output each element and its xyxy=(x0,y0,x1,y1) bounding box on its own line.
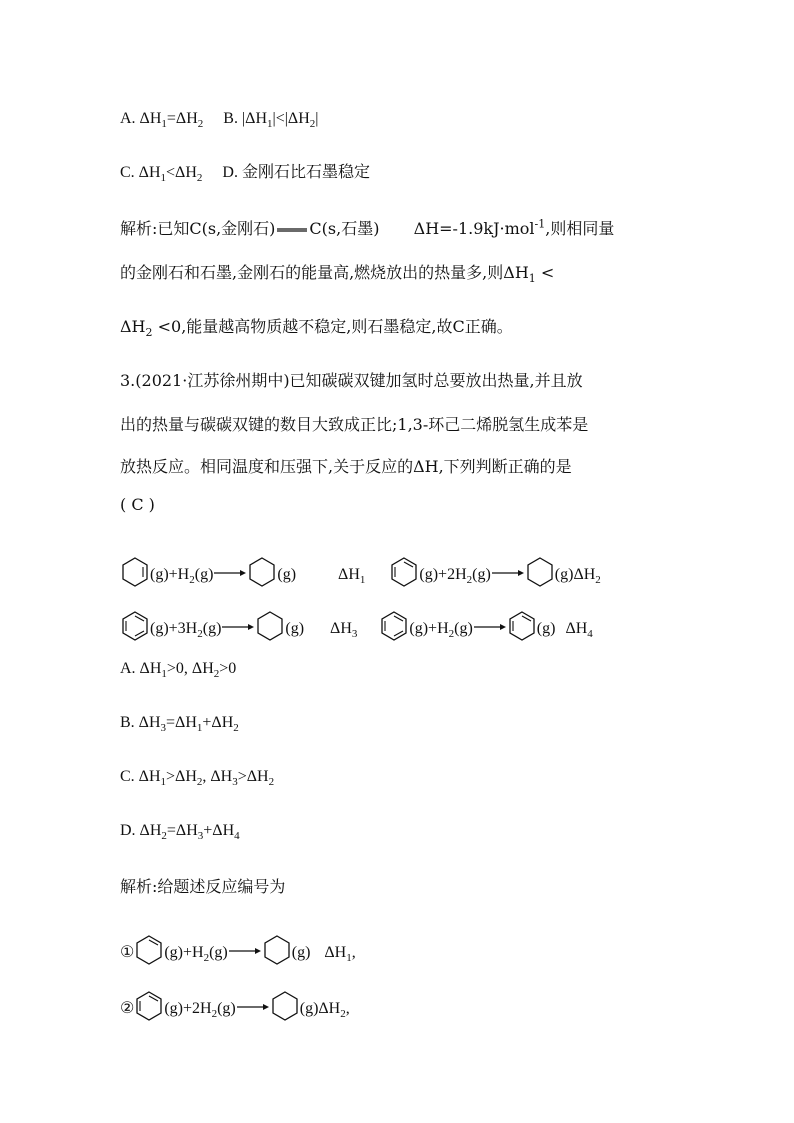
equals-arrow-icon xyxy=(275,223,309,233)
reaction-arrow-icon xyxy=(491,568,525,578)
cyclohexane-icon xyxy=(270,990,300,1022)
numbered-reaction-2: ② $(g)+2H_2(g)$ $(g)\Delta H_2$, xyxy=(120,990,350,1022)
cyclohexene-icon xyxy=(120,556,150,588)
reaction-arrow-icon xyxy=(228,946,262,956)
analysis-line-2: 的金刚石和石墨,金刚石的能量高,燃烧放出的热量多,则$\Delta H_1$ < xyxy=(120,263,555,286)
benzene-icon xyxy=(379,610,409,642)
cyclohexane-icon xyxy=(255,610,285,642)
cyclohexene-icon xyxy=(134,934,164,966)
reaction-row-2: $(g)+3H_2(g)$ (g) $\Delta H_3$ $(g)+H_2(g)$ (g) $\Delta H_4$ xyxy=(120,610,593,642)
reaction-arrow-icon xyxy=(221,622,255,632)
choice-a: A. $\Delta H_1>0$, $\Delta H_2>0$ xyxy=(120,660,237,681)
cyclohexadiene-icon xyxy=(134,990,164,1022)
benzene-icon xyxy=(120,610,150,642)
question-3-line-3: 放热反应。相同温度和压强下,关于反应的ΔH,下列判断正确的是 xyxy=(120,457,572,476)
cyclohexadiene-icon xyxy=(389,556,419,588)
choice-d: D. $\Delta H_2=\Delta H_3+\Delta H_4$ xyxy=(120,822,240,843)
analysis-2-title: 解析:给题述反应编号为 xyxy=(120,877,286,896)
question-3-line-1: 3.(2021·江苏徐州期中)已知碳碳双键加氢时总要放出热量,并且放 xyxy=(120,371,583,390)
analysis-line-1: 解析:已知C(s,金刚石) C(s,石墨) ΔH=-1.9kJ·mol$^{-1}$,则相同量 xyxy=(120,217,615,238)
numbered-reaction-1: ① $(g)+H_2(g)$ (g) $\Delta H_1$, xyxy=(120,934,356,966)
reaction-arrow-icon xyxy=(213,568,247,578)
answer-bracket: ( C ) xyxy=(120,495,155,514)
cyclohexadiene-icon xyxy=(507,610,537,642)
option-a-b: A. $\Delta H_1=\Delta H_2$ B. $|\Delta H_1|<|\Delta H_2|$ xyxy=(120,110,319,131)
analysis-line-3: $\Delta H_2 <0$,能量越高物质越不稳定,则石墨稳定,故C正确。 xyxy=(120,317,513,340)
reaction-arrow-icon xyxy=(473,622,507,632)
question-3-line-2: 出的热量与碳碳双键的数目大致成正比;1,3-环己二烯脱氢生成苯是 xyxy=(120,415,589,434)
cyclohexane-icon xyxy=(525,556,555,588)
option-c-d: C. $\Delta H_1<\Delta H_2$ D. 金刚石比石墨稳定 xyxy=(120,164,370,185)
reaction-arrow-icon xyxy=(236,1002,270,1012)
reaction-row-1: $(g)+H_2(g)$ (g) $\Delta H_1$ $(g)+2H_2(g)$ $(g)\Delta H_2$ xyxy=(120,556,601,588)
choice-c: C. $\Delta H_1>\Delta H_2$, $\Delta H_3>\Delta H_2$ xyxy=(120,768,275,789)
cyclohexane-icon xyxy=(262,934,292,966)
cyclohexane-icon xyxy=(247,556,277,588)
choice-b: B. $\Delta H_3=\Delta H_1+\Delta H_2$ xyxy=(120,714,239,735)
